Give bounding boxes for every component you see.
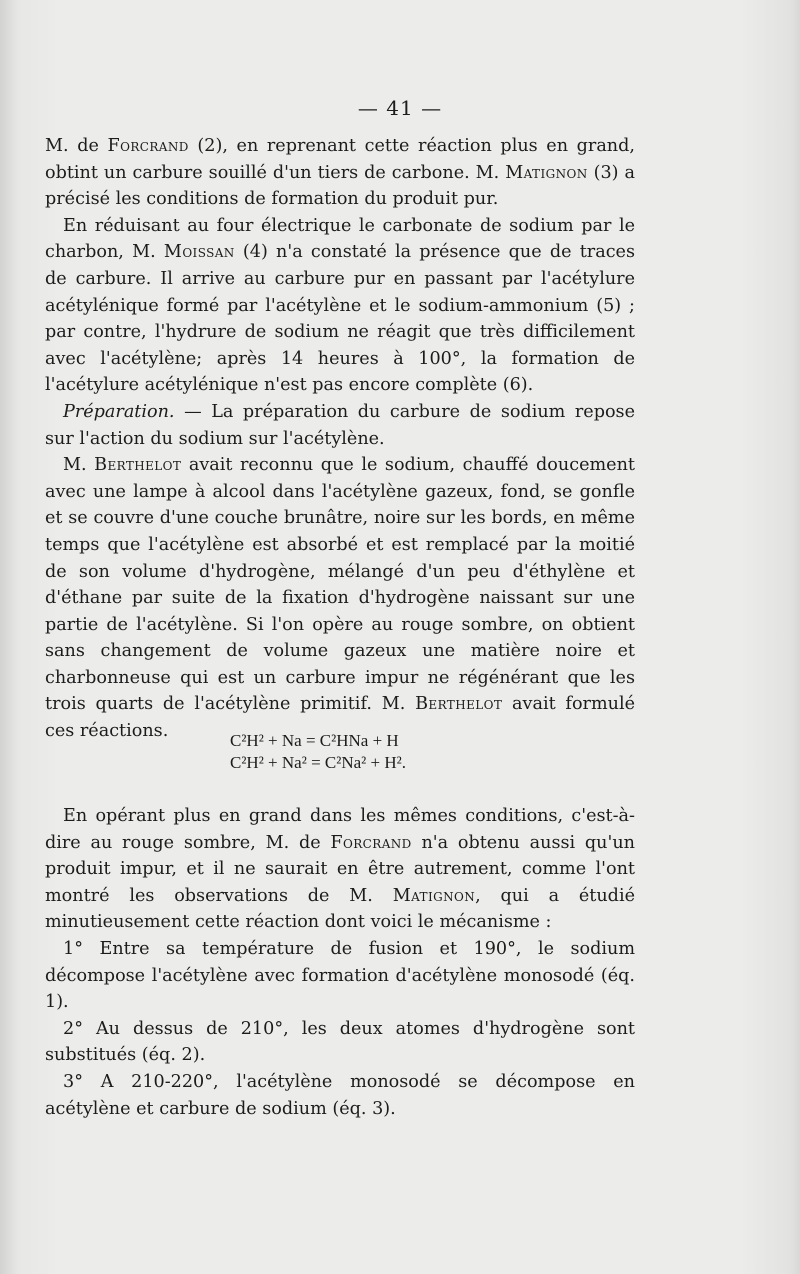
text-run: , qui a étudié minutieusement cette réaction dont voici le mécanisme : bbox=[45, 885, 635, 933]
paragraph bbox=[45, 803, 635, 936]
body-text-bottom bbox=[45, 803, 635, 1122]
body-text-top bbox=[45, 133, 635, 745]
text-run: 1° Entre sa température de fusion et 190°, le sodium décompose l'acétylène avec formation d'acétylène monosodé (éq. 1). bbox=[45, 938, 635, 1013]
paragraph bbox=[45, 213, 635, 399]
text-run: 3° A 210-220°, l'acétylène monosodé se décompose en acétylène et carbure de sodium (éq. 3). bbox=[45, 1071, 635, 1119]
text-run: (2), en reprenant cette réaction plus en grand, obtint un carbure souillé d'un tiers de carbone. M. bbox=[45, 136, 635, 183]
equation: C²H² + Na = C²HNa + H bbox=[230, 731, 399, 750]
text-run: M. de bbox=[45, 136, 108, 156]
text-run: (3) a précisé les conditions de formation du produit pur. bbox=[45, 162, 635, 210]
list-item bbox=[45, 1069, 635, 1122]
text-run: M. bbox=[63, 455, 95, 476]
text-run: (4) n'a constaté la présence que de traces de carbure. Il arrive au carbure pur en passant par l'acétylure acétylénique formé par l'acétylène et le sodium-ammonium (5) ; par contre, l'hydrure de sodium ne réagit que très difficilement avec l'acétylène; après 14 heures à 100°, la formation de l'acétylure acétylénique n'est pas encore complète (6). bbox=[45, 242, 636, 396]
chemical-equations bbox=[230, 730, 406, 774]
author-name: Berthelot bbox=[94, 455, 182, 476]
text-run: En opérant plus en grand dans les mêmes conditions, c'est-à-dire au rouge sombre, M. de bbox=[45, 806, 635, 853]
section-heading: Préparation. bbox=[63, 401, 175, 422]
paragraph bbox=[45, 452, 635, 745]
list-item bbox=[45, 1016, 635, 1069]
text-run: avait reconnu que le sodium, chauffé doucement avec une lampe à alcool dans l'acétylène gazeux, fond, se gonfle et se couvre d'une couche brunâtre, noire sur les bords, en même temps que l'acétylène est absorbé et est remplacé par la moitié de son volume d'hydrogène, mélangé d'un peu d'éthylène et d'éthane par suite de la fixation d'hydrogène naissant sur une partie de l'acétylène. Si l'on opère au rouge sombre, on obtient sans changement de volume gazeux une matière noire et charbonneuse qui est un carbure impur ne régénérant que les trois quarts de l'acétylène primitif. M. bbox=[45, 455, 635, 715]
author-name: Matignon bbox=[505, 162, 588, 183]
text-run: 2° Au dessus de 210°, les deux atomes d'hydrogène sont substitués (éq. 2). bbox=[45, 1018, 635, 1066]
author-name: Forcrand bbox=[107, 136, 189, 156]
page-number: — 41 — bbox=[357, 96, 443, 120]
text-run: En réduisant au four électrique le carbonate de sodium par le charbon, M. bbox=[45, 215, 635, 263]
text-run: n'a obtenu aussi qu'un produit impur, et il ne saurait en être autrement, comme l'ont montré les observations de M. bbox=[45, 832, 635, 906]
author-name: Matignon bbox=[392, 885, 476, 906]
text-run: — La préparation du carbure de sodium repose sur l'action du sodium sur l'acétylène. bbox=[45, 401, 635, 449]
author-name: Forcrand bbox=[330, 832, 412, 853]
list-item bbox=[45, 936, 635, 1016]
text-run: avait formulé ces réactions. bbox=[45, 694, 635, 742]
paragraph bbox=[45, 399, 635, 452]
author-name: Moissan bbox=[163, 242, 235, 263]
author-name: Berthelot bbox=[415, 694, 503, 715]
paragraph bbox=[45, 133, 635, 213]
equation: C²H² + Na² = C²Na² + H². bbox=[230, 753, 406, 772]
